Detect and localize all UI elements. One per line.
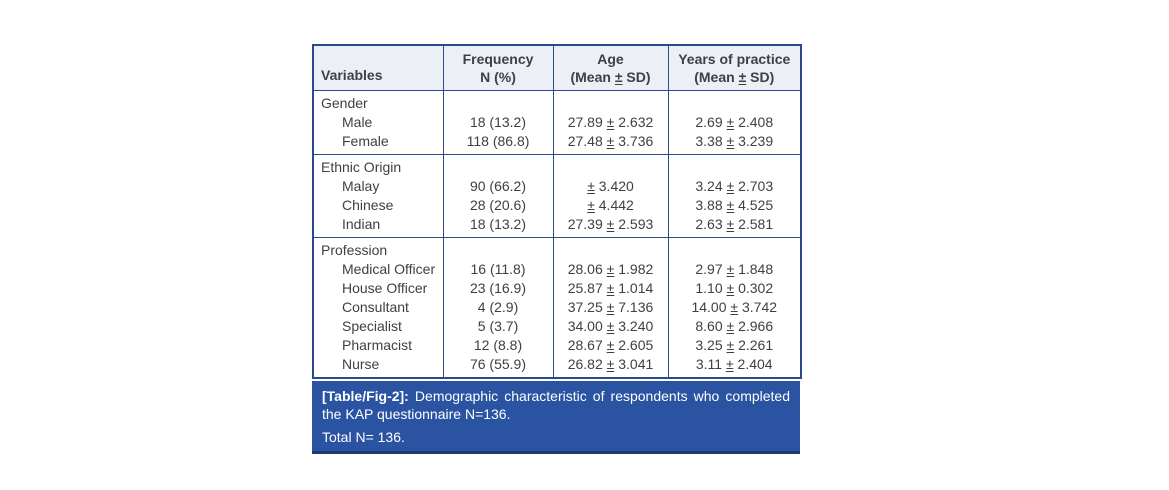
row-label: Medical Officer [342, 261, 436, 277]
age-cell [553, 91, 668, 155]
table-caption [312, 381, 800, 454]
years-value: 14.00 ± 3.742 [691, 299, 778, 315]
age-value: 34.00 ± 3.240 [567, 318, 654, 334]
col-header-line: Years of practice [678, 51, 791, 67]
col-header-years-of-practice [668, 45, 801, 91]
col-header-line: (Mean ± SD) [694, 69, 775, 85]
years-value: 2.63 ± 2.581 [695, 216, 774, 232]
age-value: 27.48 ± 3.736 [567, 133, 654, 149]
variables-cell [313, 155, 443, 238]
frequency-value: 12 (8.8) [473, 337, 523, 353]
caption-text: Demographic characteristic of respondents who completed the KAP questionnaire N=136. [322, 388, 791, 422]
section-label: Gender [321, 95, 368, 111]
col-header-variables: Variables [313, 45, 443, 91]
years-cell [668, 155, 801, 238]
blank-line [448, 158, 549, 177]
caption-main [322, 387, 790, 423]
section-row-profession [313, 238, 801, 379]
years-cell [668, 238, 801, 379]
col-header-line: Age [597, 51, 624, 67]
years-value: 8.60 ± 2.966 [695, 318, 774, 334]
demographics-table [312, 44, 802, 379]
row-label: Pharmacist [342, 337, 413, 353]
frequency-value: 4 (2.9) [477, 299, 519, 315]
frequency-value: 18 (13.2) [469, 114, 527, 130]
section-row-ethnic-origin [313, 155, 801, 238]
frequency-cell [443, 155, 553, 238]
frequency-value: 90 (66.2) [469, 178, 527, 194]
blank-line [673, 94, 797, 113]
years-value: 3.11 ± 2.404 [695, 356, 773, 372]
frequency-value: 16 (11.8) [470, 261, 526, 277]
blank-line [448, 94, 549, 113]
section-row-gender [313, 91, 801, 155]
demographics-figure [312, 44, 800, 454]
row-label: Nurse [342, 356, 380, 372]
row-label: Consultant [342, 299, 409, 315]
col-header-frequency [443, 45, 553, 91]
frequency-value: 118 (86.8) [466, 133, 530, 149]
age-value: 27.39 ± 2.593 [567, 216, 654, 232]
frequency-value: 23 (16.9) [469, 280, 527, 296]
caption-total: Total N= 136. [322, 429, 405, 445]
blank-line [558, 94, 664, 113]
years-value: 3.24 ± 2.703 [695, 178, 774, 194]
row-label: Specialist [342, 318, 402, 334]
row-label: Male [342, 114, 373, 130]
blank-line [448, 241, 549, 260]
blank-line [673, 241, 797, 260]
years-cell [668, 91, 801, 155]
header-row [313, 45, 801, 91]
blank-line [558, 158, 664, 177]
col-header-age [553, 45, 668, 91]
years-value: 3.88 ± 4.525 [695, 197, 774, 213]
caption-label: [Table/Fig-2]: [322, 388, 409, 404]
row-label: Female [342, 133, 389, 149]
years-value: 3.25 ± 2.261 [695, 337, 774, 353]
frequency-value: 5 (3.7) [477, 318, 519, 334]
col-header-line: Frequency [462, 51, 534, 67]
years-value: 2.69 ± 2.408 [695, 114, 774, 130]
col-header-line: (Mean ± SD) [570, 69, 651, 85]
blank-line [673, 158, 797, 177]
variables-cell [313, 91, 443, 155]
variables-cell [313, 238, 443, 379]
age-value: ± 3.420 [587, 178, 634, 194]
age-cell [553, 238, 668, 379]
age-value: 26.82 ± 3.041 [567, 356, 654, 372]
age-value: 25.87 ± 1.014 [567, 280, 654, 296]
row-label: House Officer [342, 280, 428, 296]
col-header-line: N (%) [480, 69, 516, 85]
section-label: Profession [321, 242, 388, 258]
age-value: ± 4.442 [587, 197, 634, 213]
frequency-cell [443, 91, 553, 155]
row-label: Indian [342, 216, 381, 232]
blank-line [558, 241, 664, 260]
years-value: 3.38 ± 3.239 [695, 133, 774, 149]
age-value: 28.67 ± 2.605 [567, 337, 654, 353]
age-value: 37.25 ± 7.136 [567, 299, 654, 315]
years-value: 1.10 ± 0.302 [695, 280, 774, 296]
row-label: Chinese [342, 197, 394, 213]
age-value: 27.89 ± 2.632 [567, 114, 654, 130]
section-label: Ethnic Origin [321, 159, 402, 175]
age-value: 28.06 ± 1.982 [567, 261, 654, 277]
years-value: 2.97 ± 1.848 [695, 261, 774, 277]
frequency-value: 76 (55.9) [469, 356, 527, 372]
frequency-value: 18 (13.2) [469, 216, 527, 232]
age-cell [553, 155, 668, 238]
frequency-value: 28 (20.6) [469, 197, 527, 213]
row-label: Malay [342, 178, 380, 194]
frequency-cell [443, 238, 553, 379]
